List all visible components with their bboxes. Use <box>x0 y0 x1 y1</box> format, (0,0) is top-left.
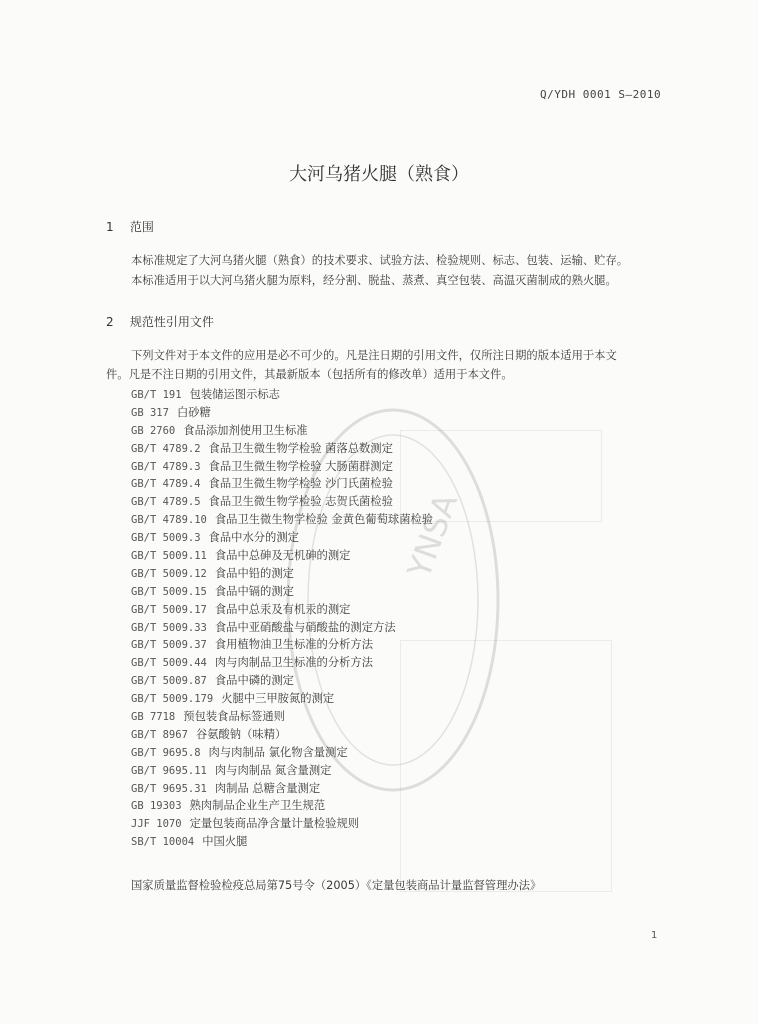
reference-title: 食品添加剂使用卫生标准 <box>183 423 308 437</box>
standard-code: Q/YDH 0001 S—2010 <box>540 88 662 101</box>
svg-text:YNSA: YNSA <box>399 488 466 583</box>
reference-item <box>131 762 433 780</box>
reference-title: 食品中磷的测定 <box>214 674 294 688</box>
reference-item <box>131 422 433 440</box>
reference-code: GB 19303 <box>131 800 182 813</box>
reference-code: GB/T 4789.3 <box>131 460 201 473</box>
reference-item <box>131 440 433 458</box>
reference-item <box>131 529 433 547</box>
reference-item <box>131 475 433 493</box>
reference-title: 肉与肉制品 氮含量测定 <box>214 763 332 777</box>
reference-item <box>131 458 433 476</box>
reference-item <box>131 815 433 833</box>
page-number: 1 <box>651 930 658 941</box>
reference-title: 食品中镉的测定 <box>214 584 294 598</box>
reference-code: GB 2760 <box>131 424 176 437</box>
reference-code: GB/T 5009.179 <box>131 693 214 706</box>
reference-item <box>131 708 433 726</box>
reference-code: GB/T 4789.5 <box>131 496 201 509</box>
reference-code: GB/T 9695.8 <box>131 746 201 759</box>
reference-title: 预包装食品标签通则 <box>183 710 285 724</box>
reference-code: GB/T 5009.44 <box>131 657 207 670</box>
reference-item <box>131 636 433 654</box>
reference-code: GB/T 5009.15 <box>131 585 207 598</box>
section-title: 规范性引用文件 <box>129 315 214 329</box>
reference-title: 白砂糖 <box>176 405 211 419</box>
reference-code: GB/T 9695.11 <box>131 764 207 777</box>
reference-title: 肉与肉制品卫生标准的分析方法 <box>214 656 374 670</box>
reference-item <box>131 547 433 565</box>
reference-code: GB/T 5009.11 <box>131 550 207 563</box>
reference-item <box>131 404 433 422</box>
reference-code: GB/T 8967 <box>131 728 188 741</box>
document-title: 大河乌猪火腿（熟食） <box>289 164 469 185</box>
reference-title: 谷氨酸钠（味精） <box>195 727 287 741</box>
references-closing-line: 国家质量监督检验检疫总局第75号令（2005）《定量包装商品计量监督管理办法》 <box>131 879 542 892</box>
reference-item <box>131 744 433 762</box>
normative-references-list <box>131 386 433 851</box>
section-number: 1 <box>106 220 114 234</box>
reference-item <box>131 780 433 798</box>
reference-title: 食品中亚硝酸盐与硝酸盐的测定方法 <box>214 620 396 634</box>
reference-title: 食品卫生微生物学检验 沙门氏菌检验 <box>208 477 393 491</box>
reference-item <box>131 619 433 637</box>
reference-code: GB/T 5009.87 <box>131 675 207 688</box>
reference-code: GB/T 9695.31 <box>131 782 207 795</box>
reference-title: 食用植物油卫生标准的分析方法 <box>214 638 374 652</box>
reference-code: GB/T 5009.12 <box>131 567 207 580</box>
reference-item <box>131 797 433 815</box>
reference-title: 肉制品 总糖含量测定 <box>214 781 321 795</box>
reference-code: GB/T 5009.3 <box>131 532 201 545</box>
reference-code: GB/T 4789.10 <box>131 514 207 527</box>
reference-item <box>131 386 433 404</box>
reference-title: 食品中总砷及无机砷的测定 <box>214 549 351 563</box>
reference-item <box>131 583 433 601</box>
section-2-heading <box>106 313 214 330</box>
section-1-heading <box>106 218 154 235</box>
reference-code: SB/T 10004 <box>131 836 195 849</box>
reference-code: JJF 1070 <box>131 818 182 831</box>
reference-title: 食品卫生微生物学检验 志贺氏菌检验 <box>208 495 393 509</box>
reference-item <box>131 511 433 529</box>
reference-title: 火腿中三甲胺氮的测定 <box>221 692 335 706</box>
reference-item <box>131 833 433 851</box>
reference-item <box>131 726 433 744</box>
reference-item <box>131 565 433 583</box>
references-intro-line-1: 下列文件对于本文件的应用是必不可少的。凡是注日期的引用文件，仅所注日期的版本适用于本文 <box>131 349 617 362</box>
reference-title: 中国火腿 <box>202 835 248 849</box>
reference-code: GB/T 191 <box>131 389 182 401</box>
reference-item <box>131 654 433 672</box>
reference-code: GB 317 <box>131 406 169 419</box>
reference-title: 食品卫生微生物学检验 大肠菌群测定 <box>208 459 393 473</box>
reference-item <box>131 493 433 511</box>
scope-paragraph-1: 本标准规定了大河乌猪火腿（熟食）的技术要求、试验方法、检验规则、标志、包装、运输、贮存。 <box>131 254 629 267</box>
reference-title: 食品中总汞及有机汞的测定 <box>214 602 351 616</box>
reference-title: 食品中水分的测定 <box>208 531 299 545</box>
reference-code: GB/T 4789.4 <box>131 478 201 491</box>
reference-title: 包装储运图示标志 <box>189 388 280 401</box>
section-number: 2 <box>106 315 114 329</box>
scope-paragraph-2: 本标准适用于以大河乌猪火腿为原料，经分割、脱盐、蒸煮、真空包装、高温灭菌制成的熟火腿。 <box>131 274 617 287</box>
section-title: 范围 <box>129 220 154 234</box>
reference-title: 熟肉制品企业生产卫生规范 <box>189 799 326 813</box>
reference-title: 肉与肉制品 氯化物含量测定 <box>208 745 348 759</box>
reference-item <box>131 672 433 690</box>
reference-item <box>131 601 433 619</box>
reference-item <box>131 690 433 708</box>
reference-code: GB/T 5009.33 <box>131 621 207 634</box>
references-intro-line-2: 件。凡是不注日期的引用文件，其最新版本（包括所有的修改单）适用于本文件。 <box>106 368 513 381</box>
reference-title: 食品中铅的测定 <box>214 566 294 580</box>
reference-title: 食品卫生微生物学检验 菌落总数测定 <box>208 441 393 455</box>
reference-title: 定量包装商品净含量计量检验规则 <box>189 817 360 831</box>
reference-code: GB 7718 <box>131 711 176 724</box>
reference-code: GB/T 5009.17 <box>131 603 207 616</box>
reference-code: GB/T 4789.2 <box>131 442 201 455</box>
reference-code: GB/T 5009.37 <box>131 639 207 652</box>
reference-title: 食品卫生微生物学检验 金黄色葡萄球菌检验 <box>214 513 434 527</box>
